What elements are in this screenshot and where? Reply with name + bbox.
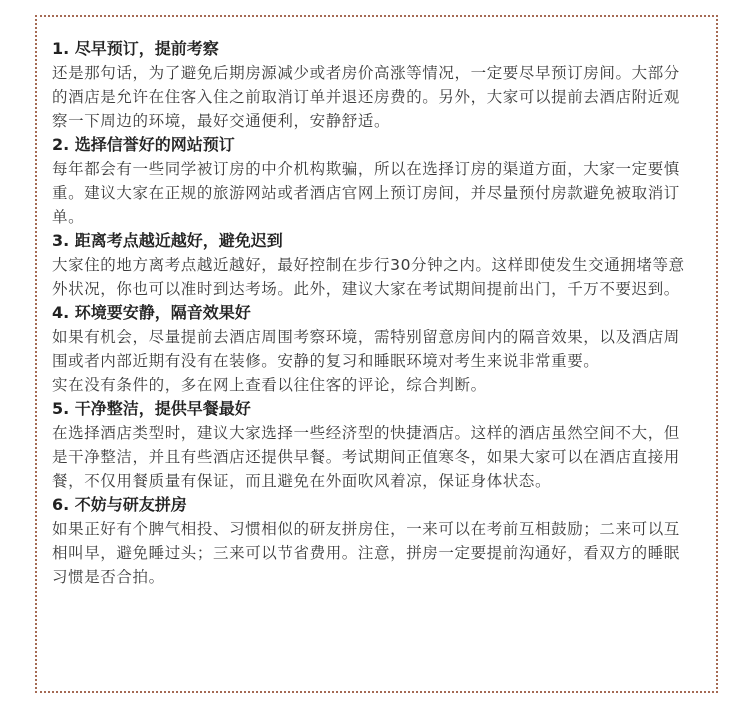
section-paragraph: 如果有机会，尽量提前去酒店周围考察环境，需特别留意房间内的隔音效果，以及酒店周围或者内部近期有没有在装修。安静的复习和睡眠环境对考生来说非常重要。 <box>52 328 680 370</box>
section-paragraph: 还是那句话，为了避免后期房源减少或者房价高涨等情况，一定要尽早预订房间。大部分的酒店是允许在住客入住之前取消订单并退还房费的。另外，大家可以提前去酒店附近观察一下周边的环境，最好交通便利，安静舒适。 <box>52 64 680 130</box>
section-paragraph: 如果正好有个脾气相投、习惯相似的研友拼房住，一来可以在考前互相鼓励；二来可以互相叫早，避免睡过头；三来可以节省费用。注意，拼房一定要提前沟通好，看双方的睡眠习惯是否合拍。 <box>52 520 680 586</box>
article-content <box>52 37 692 667</box>
section-heading-5: 5. 干净整洁，提供早餐最好 <box>52 399 251 418</box>
section-heading-2: 2. 选择信誉好的网站预订 <box>52 135 235 154</box>
section-heading-1: 1. 尽早预订，提前考察 <box>52 39 219 58</box>
section-heading-4: 4. 环境要安静，隔音效果好 <box>52 303 251 322</box>
article-frame <box>35 15 718 693</box>
section-paragraph: 实在没有条件的，多在网上查看以往住客的评论，综合判断。 <box>52 376 487 394</box>
section-paragraph: 在选择酒店类型时，建议大家选择一些经济型的快捷酒店。这样的酒店虽然空间不大，但是干净整洁，并且有些酒店还提供早餐。考试期间正值寒冬，如果大家可以在酒店直接用餐，不仅用餐质量有保证，而且避免在外面吹风着凉，保证身体状态。 <box>52 424 680 490</box>
section-paragraph: 每年都会有一些同学被订房的中介机构欺骗，所以在选择订房的渠道方面，大家一定要慎重。建议大家在正规的旅游网站或者酒店官网上预订房间，并尽量预付房款避免被取消订单。 <box>52 160 680 226</box>
section-heading-6: 6. 不妨与研友拼房 <box>52 495 187 514</box>
section-paragraph: 大家住的地方离考点越近越好，最好控制在步行30分钟之内。这样即使发生交通拥堵等意外状况，你也可以准时到达考场。此外，建议大家在考试期间提前出门，千万不要迟到。 <box>52 256 685 298</box>
section-heading-3: 3. 距离考点越近越好，避免迟到 <box>52 231 283 250</box>
